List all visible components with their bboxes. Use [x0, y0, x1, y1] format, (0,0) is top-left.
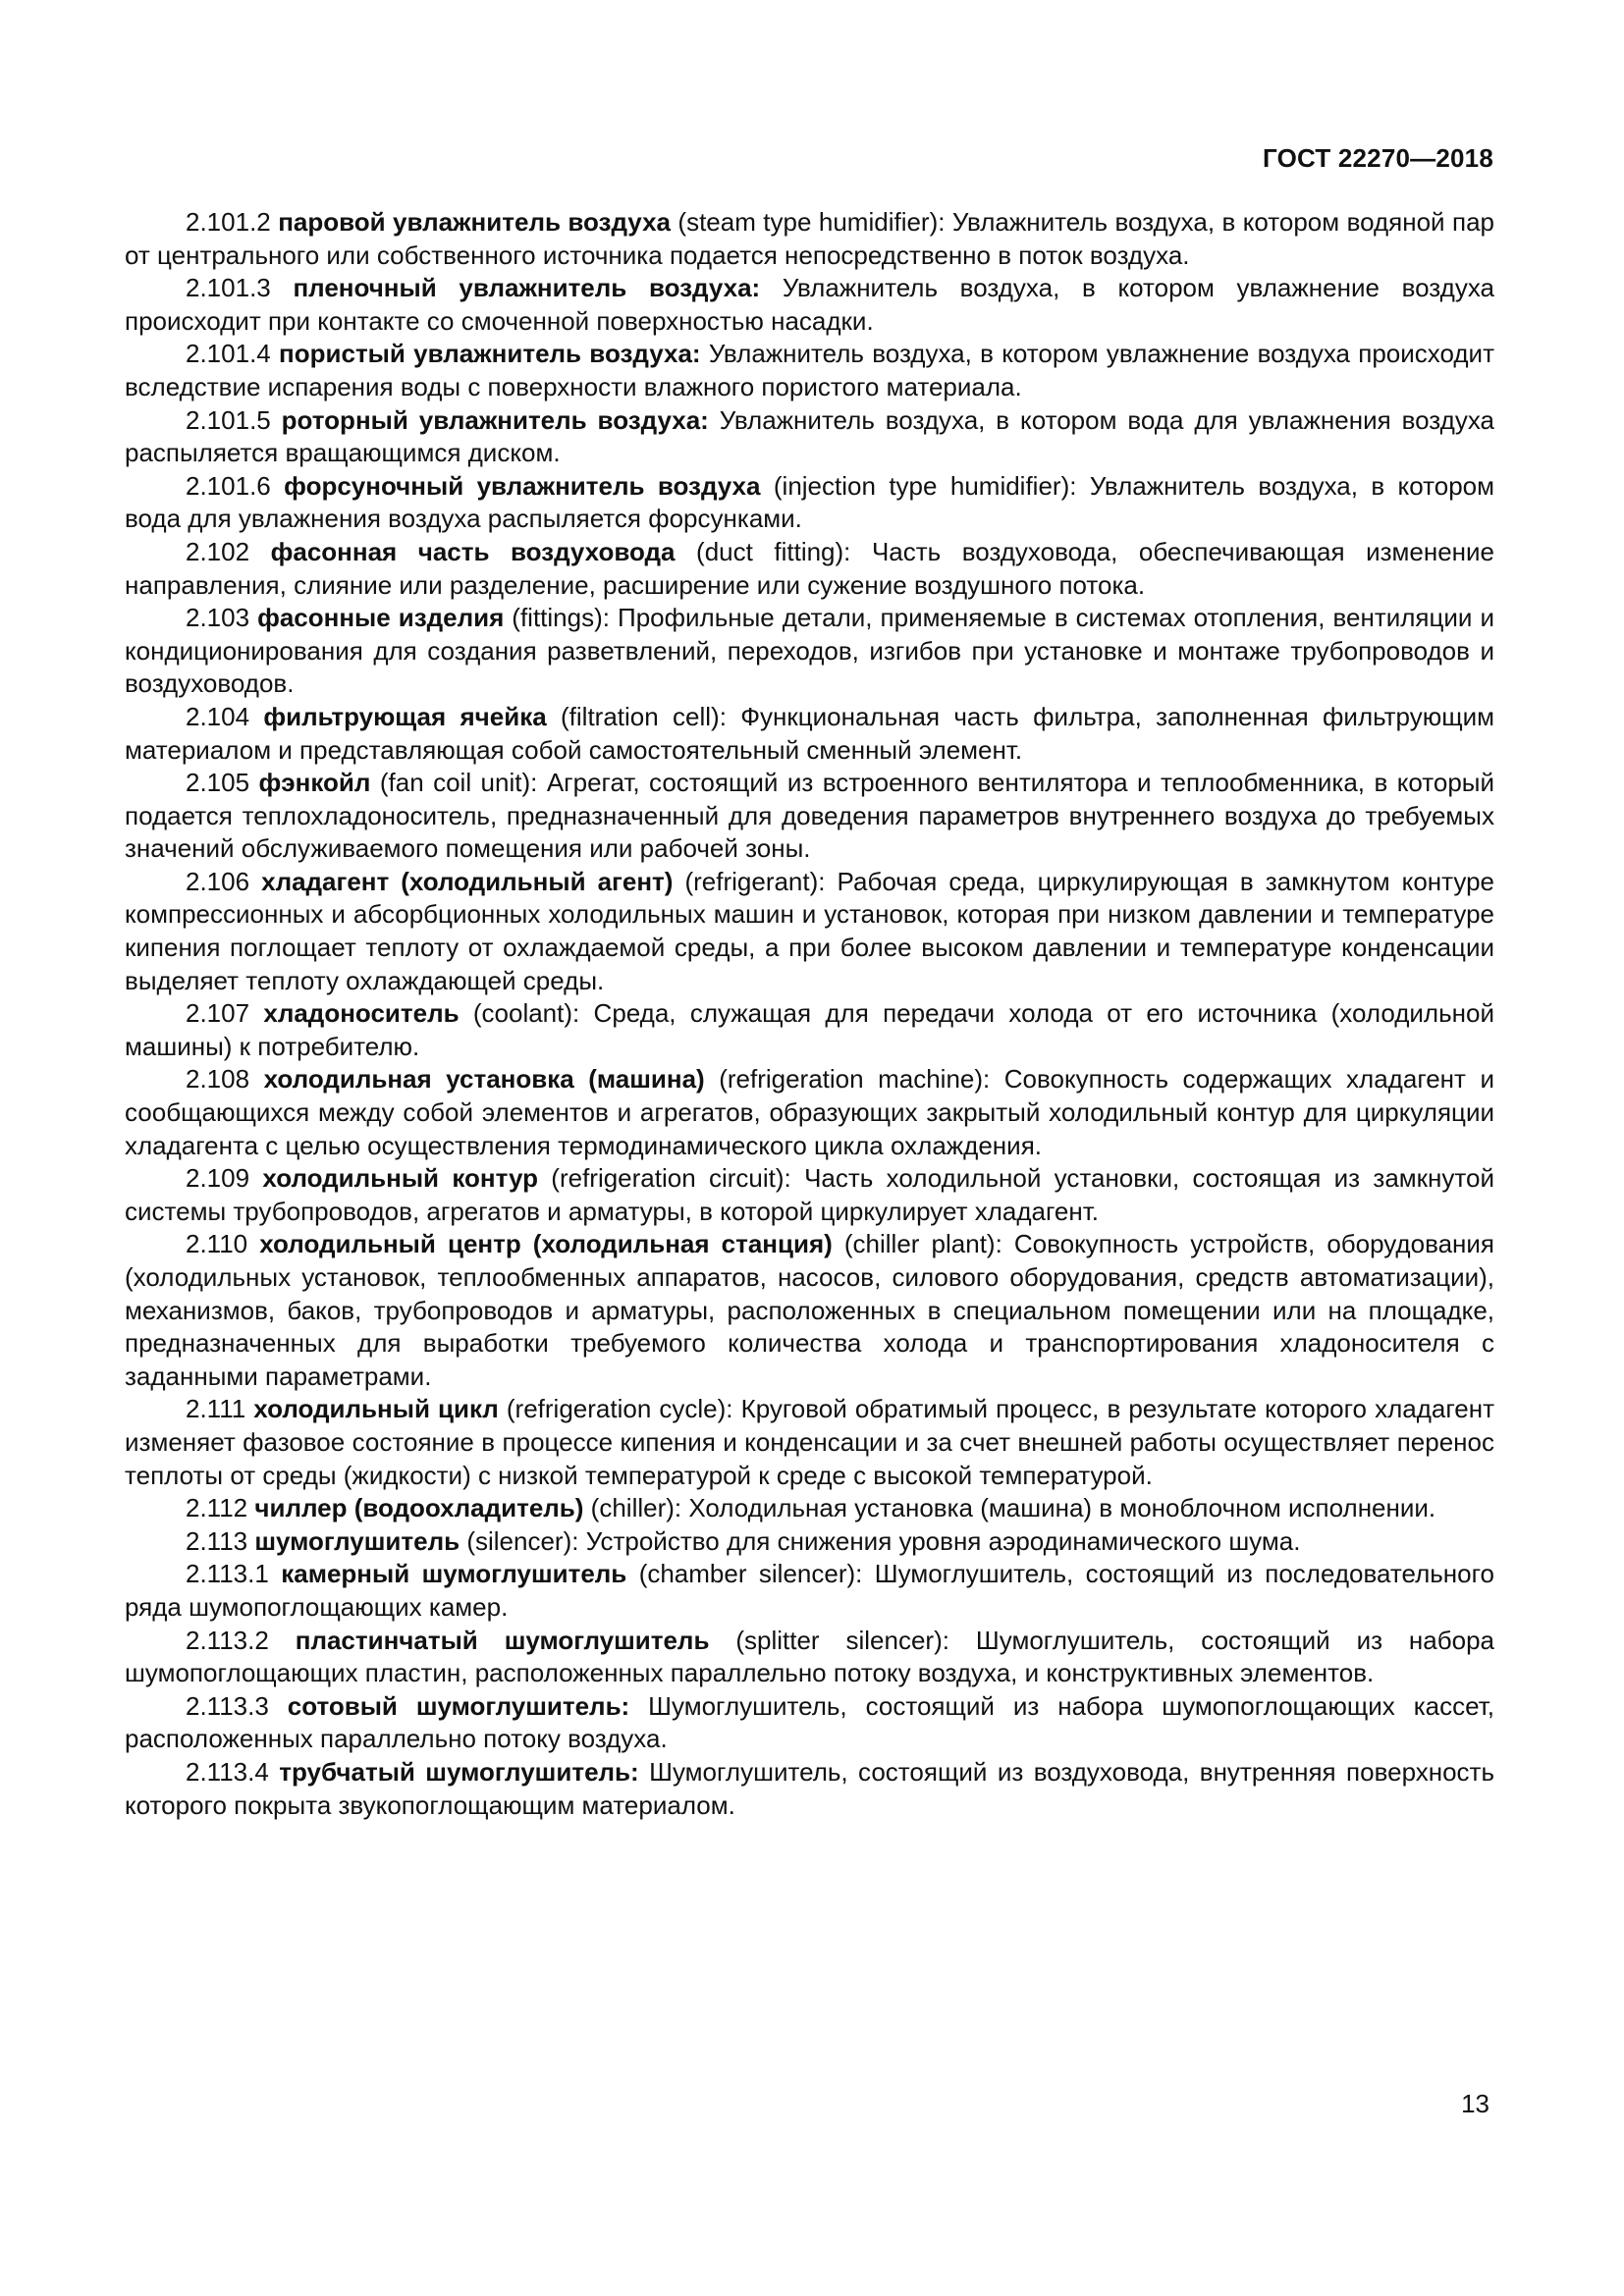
term-number: 2.104 [186, 701, 250, 731]
term-definition: Шумоглушитель, состоящий из воздуховода, внутренняя поверхность которого покрыта звукопоглощающим материалом. [125, 1756, 1495, 1820]
term-name: пленочный увлажнитель воздуха: [293, 273, 761, 303]
term-definition: Увлажнитель воздуха, в котором водяной пар от центрального или собственного источника подается непосредственно в поток воздуха. [125, 207, 1494, 270]
term-entry [125, 1558, 1494, 1624]
term-name: камерный шумоглушитель [281, 1559, 627, 1589]
document-header [1263, 143, 1493, 174]
term-english-equivalent: (injection type humidifier): [760, 470, 1077, 501]
term-number: 2.102 [186, 536, 250, 566]
term-entry [125, 602, 1494, 701]
term-name: роторный увлажнитель воздуха: [281, 404, 709, 435]
term-number: 2.101.2 [186, 207, 271, 237]
term-number: 2.113.1 [186, 1559, 269, 1589]
term-entry [125, 1162, 1494, 1228]
term-name: пористый увлажнитель воздуха: [279, 339, 701, 369]
term-english-equivalent: (fan coil unit): [370, 768, 538, 798]
page-number: 13 [1461, 2089, 1489, 2118]
term-number: 2.101.5 [186, 404, 271, 435]
term-entry [125, 997, 1494, 1063]
term-entry [125, 470, 1494, 536]
term-entry [125, 767, 1494, 866]
term-entry [125, 1690, 1494, 1756]
term-name: фэнкойл [258, 768, 371, 798]
term-entry [125, 1625, 1494, 1690]
term-name: хладоноситель [263, 998, 460, 1029]
term-name: хладагент (холодильный агент) [261, 866, 674, 896]
term-english-equivalent: (chamber silencer): [626, 1559, 863, 1589]
term-name: холодильный цикл [253, 1394, 499, 1424]
term-entry [125, 272, 1494, 338]
term-number: 2.112 [186, 1493, 248, 1523]
term-english-equivalent: (refrigerant): [673, 866, 826, 896]
term-english-equivalent: (fittings): [504, 603, 610, 633]
term-number: 2.107 [186, 998, 250, 1029]
term-number: 2.106 [186, 866, 250, 896]
term-name: холодильный центр (холодильная станция) [259, 1229, 833, 1259]
term-entry [125, 404, 1494, 470]
term-name: паровой увлажнитель воздуха [278, 207, 671, 237]
term-number: 2.111 [186, 1394, 246, 1424]
term-definition: Круговой обратимый процесс, в результате которого хладагент изменяет фазовое состояние в процессе кипения и конденсации и за счет внешней работы осуществляет перенос теплоты от среды (жидкости) с низкой температурой к среде с высокой температурой. [125, 1394, 1494, 1490]
term-english-equivalent: (refrigeration circuit): [537, 1163, 791, 1194]
term-english-equivalent: (coolant): [459, 998, 580, 1029]
term-entry [125, 701, 1494, 767]
term-name: холодильная установка (машина) [263, 1064, 705, 1095]
term-definition: Увлажнитель воздуха, в котором увлажнение воздуха происходит при контакте со смоченной поверхностью насадки. [125, 273, 1494, 336]
term-definition: Устройство для снижения уровня аэродинамического шума. [585, 1525, 1301, 1556]
term-entry [125, 1525, 1494, 1559]
term-english-equivalent: (chiller plant): [832, 1229, 1002, 1259]
term-number: 2.108 [186, 1064, 250, 1095]
term-name: фасонная часть воздуховода [270, 536, 676, 566]
term-name: пластинчатый шумоглушитель [295, 1625, 710, 1655]
term-number: 2.101.6 [186, 470, 271, 501]
term-english-equivalent: (chiller): [583, 1493, 682, 1523]
term-definition: Рабочая среда, циркулирующая в замкнутом контуре компрессионных и абсорбционных холодильных машин и установок, которая при низком давлении и температуре кипения поглощает теплоту от охлаждаемой среды, а при более высоком давлении и температуре конденсации выделяет теплоту охлаждающей среды. [125, 866, 1494, 995]
term-definition: Агрегат, состоящий из встроенного вентилятора и теплообменника, в который подается теплохладоноситель, предназначенный для доведения параметров внутреннего воздуха до требуемых значений обслуживаемого помещения или рабочей зоны. [125, 768, 1495, 864]
term-definition: Совокупность устройств, оборудования (холодильных установок, теплообменных аппаратов, насосов, силового оборудования, средств автоматизации), механизмов, баков, трубопроводов и арматуры, расположенных в специальном помещении или на площадке, предназначенных для выработки требуемого количества холода и транспортирования хладоносителя с заданными параметрами. [125, 1229, 1495, 1391]
term-definition: Увлажнитель воздуха, в котором вода для увлажнения воздуха распыляется форсунками. [125, 470, 1494, 534]
term-definition: Увлажнитель воздуха, в котором увлажнение воздуха происходит вследствие испарения воды с поверхности влажного пористого материала. [125, 339, 1494, 401]
term-definition: Холодильная установка (машина) в моноблочном исполнении. [688, 1493, 1436, 1523]
term-name: фильтрующая ячейка [263, 701, 547, 731]
term-number: 2.113.4 [186, 1756, 269, 1787]
term-english-equivalent: (silencer): [460, 1525, 579, 1556]
term-english-equivalent: (steam type humidifier): [671, 207, 946, 237]
term-name: фасонные изделия [257, 603, 505, 633]
term-english-equivalent: (refrigeration cycle): [498, 1394, 733, 1424]
term-number: 2.101.4 [186, 339, 271, 369]
term-entry [125, 1063, 1494, 1162]
term-definition: Часть воздуховода, обеспечивающая изменение направления, слияние или разделение, расширение или сужение воздушного потока. [125, 536, 1495, 600]
term-number: 2.109 [186, 1163, 250, 1194]
term-definition: Среда, служащая для передачи холода от его источника (холодильной машины) к потребителю. [125, 998, 1494, 1061]
term-entry [125, 206, 1494, 272]
term-number: 2.103 [186, 603, 250, 633]
term-entry [125, 1228, 1494, 1393]
term-entry [125, 1492, 1494, 1525]
term-number: 2.113.2 [186, 1625, 269, 1655]
term-name: холодильный контур [262, 1163, 538, 1194]
term-english-equivalent: (duct fitting): [675, 536, 851, 566]
term-english-equivalent: (refrigeration machine): [704, 1064, 991, 1095]
term-entry [125, 866, 1494, 997]
term-name: форсуночный увлажнитель воздуха [284, 470, 761, 501]
term-entry [125, 338, 1494, 403]
term-definition: Шумоглушитель, состоящий из последовательного ряда шумопоглощающих камер. [125, 1559, 1495, 1622]
terms-list [125, 206, 1494, 1822]
term-definition: Совокупность содержащих хладагент и сообщающихся между собой элементов и агрегатов, образующих закрытый холодильный контур для циркуляции хладагента с целью осуществления термодинамического цикла охлаждения. [125, 1064, 1494, 1160]
term-number: 2.113 [186, 1525, 248, 1556]
term-definition: Шумоглушитель, состоящий из набора шумопоглощающих пластин, расположенных параллельно потоку воздуха, и конструктивных элементов. [125, 1625, 1495, 1688]
term-entry [125, 1756, 1494, 1822]
term-name: шумоглушитель [254, 1525, 460, 1556]
term-number: 2.113.3 [186, 1690, 269, 1721]
term-definition: Профильные детали, применяемые в системах отопления, вентиляции и кондиционирования для создания разветвлений, переходов, изгибов при установке и монтаже трубопроводов и воздуховодов. [125, 603, 1494, 699]
term-english-equivalent: (splitter silencer): [709, 1625, 949, 1655]
term-number: 2.105 [186, 768, 250, 798]
term-name: сотовый шумоглушитель: [287, 1690, 630, 1721]
term-number: 2.101.3 [186, 273, 271, 303]
term-name: трубчатый шумоглушитель: [279, 1756, 639, 1787]
term-english-equivalent: (filtration cell): [546, 701, 727, 731]
term-name: чиллер (водоохладитель) [254, 1493, 584, 1523]
standard-number: ГОСТ 22270—2018 [1263, 143, 1493, 173]
term-definition: Шумоглушитель, состоящий из набора шумопоглощающих кассет, расположенных параллельно потоку воздуха. [125, 1690, 1494, 1754]
term-definition: Часть холодильной установки, состоящая из замкнутой системы трубопроводов, агрегатов и арматуры, в которой циркулирует хладагент. [125, 1163, 1494, 1226]
term-definition: Увлажнитель воздуха, в котором вода для увлажнения воздуха распыляется вращающимся диском. [125, 404, 1494, 468]
term-definition: Функциональная часть фильтра, заполненная фильтрующим материалом и представляющая собой самостоятельный сменный элемент. [125, 701, 1494, 765]
term-entry [125, 1393, 1494, 1492]
term-number: 2.110 [186, 1229, 248, 1259]
term-entry [125, 536, 1494, 602]
